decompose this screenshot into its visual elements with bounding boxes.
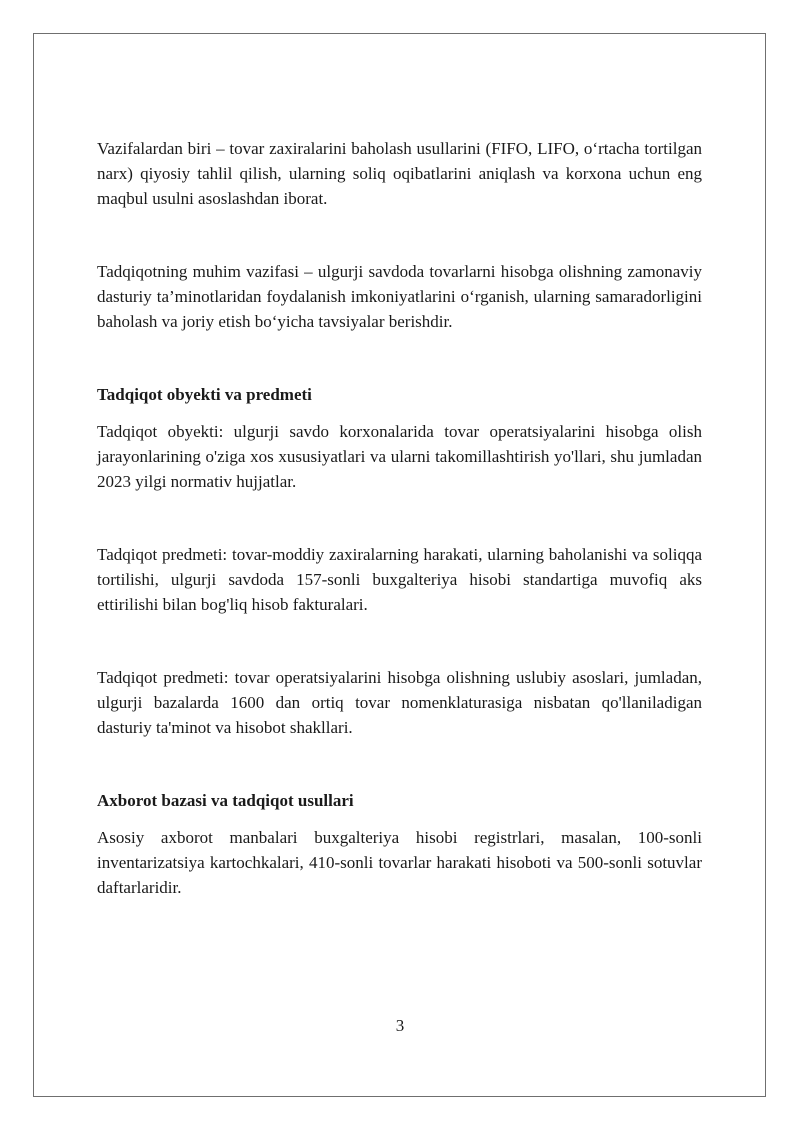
paragraph-research-subject-1: Tadqiqot predmeti: tovar-moddiy zaxiralarning harakati, ularning baholanishi va soliqqa tortilishi, ulgurji savdoda 157-sonli buxgalteriya hisobi standartiga muvofiq aks ettirilishi bilan bog'liq hisob fakturalari. — [97, 545, 702, 614]
heading-object-subject: Tadqiqot obyekti va predmeti — [97, 385, 312, 404]
paragraph-tasks-software: Tadqiqotning muhim vazifasi – ulgurji savdoda tovarlarni hisobga olishning zamonaviy dasturiy ta’minotlaridan foydalanish imkoniyatlarini o‘rganish, ularning samaradorligini baholash va joriy etish bo‘yicha tavsiyalar berishdir. — [97, 262, 702, 331]
document-body — [97, 136, 702, 900]
paragraph-research-object: Tadqiqot obyekti: ulgurji savdo korxonalarida tovar operatsiyalarini hisobga olish jarayonlarining o'ziga xos xususiyatlari va ularni takomillashtirish yo'llari, shu jumladan 2023 yilgi normativ hujjatlar. — [97, 422, 702, 491]
page-number: 3 — [395, 1016, 405, 1035]
heading-information-base: Axborot bazasi va tadqiqot usullari — [97, 791, 354, 810]
paragraph-research-subject-2: Tadqiqot predmeti: tovar operatsiyalarini hisobga olishning uslubiy asoslari, jumladan, ulgurji bazalarda 1600 dan ortiq tovar nomenklaturasiga nisbatan qo'llaniladigan dasturiy ta'minot va hisobot shakllari. — [97, 668, 702, 737]
paragraph-information-sources: Asosiy axborot manbalari buxgalteriya hisobi registrlari, masalan, 100-sonli inventarizatsiya kartochkalari, 410-sonli tovarlar harakati hisoboti va 500-sonli sotuvlar daftarlaridir. — [97, 828, 702, 897]
paragraph-tasks-valuation: Vazifalardan biri – tovar zaxiralarini baholash usullarini (FIFO, LIFO, o‘rtacha tortilgan narx) qiyosiy tahlil qilish, ularning soliq oqibatlarini aniqlash va korxona uchun eng maqbul usulni asoslashdan iborat. — [97, 139, 702, 208]
